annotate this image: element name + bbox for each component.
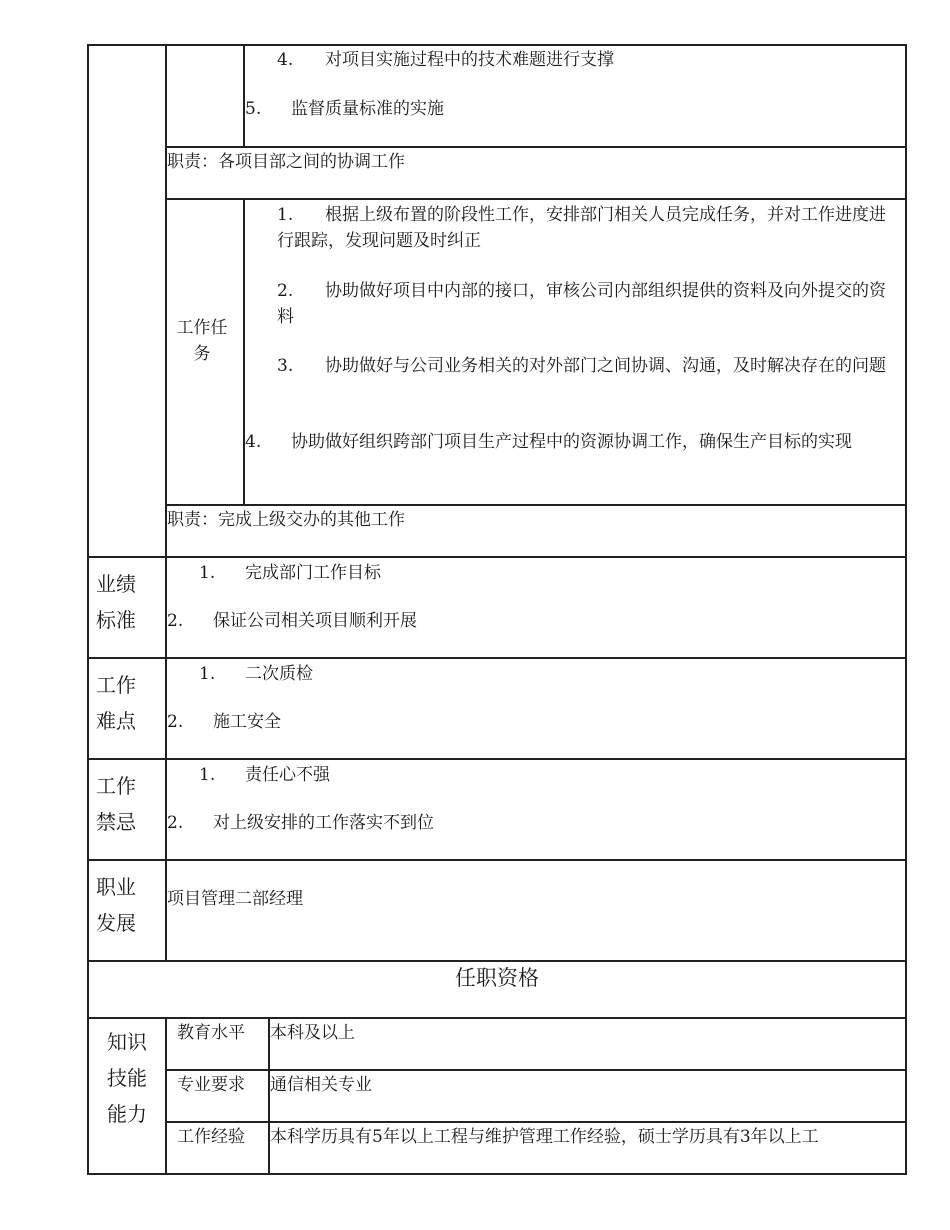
career-value: 项目管理二部经理 bbox=[167, 889, 303, 909]
task-item: 1. 根据上级布置的阶段性工作，安排部门相关人员完成任务，并对工作进度进行跟踪，发现问题及时纠正 bbox=[277, 205, 886, 251]
table-border bbox=[87, 556, 907, 558]
list-item: 5. 监督质量标准的实施 bbox=[245, 99, 444, 119]
list-item: 1. 责任心不强 bbox=[199, 765, 330, 785]
list-item: 4. 对项目实施过程中的技术难题进行支撑 bbox=[277, 50, 614, 70]
taboo-label: 工作禁忌 bbox=[96, 774, 136, 834]
table-border bbox=[905, 44, 907, 1175]
table-border bbox=[87, 960, 907, 962]
table-border bbox=[165, 1121, 907, 1123]
performance-label: 业绩标准 bbox=[96, 572, 136, 632]
task-item: 2. 协助做好项目中内部的接口，审核公司内部组织提供的资料及向外提交的资料 bbox=[277, 281, 886, 327]
qualification-group-label: 知识技能能力 bbox=[107, 1030, 147, 1126]
list-item: 2. 施工安全 bbox=[167, 712, 281, 732]
task-label: 工作任务 bbox=[176, 318, 228, 364]
task-item: 4. 协助做好组织跨部门项目生产过程中的资源协调工作，确保生产目标的实现 bbox=[245, 432, 852, 452]
qualification-row-value: 本科及以上 bbox=[270, 1023, 355, 1043]
table-border bbox=[87, 859, 907, 861]
table-border bbox=[165, 1069, 907, 1071]
table-border bbox=[87, 1017, 907, 1019]
qualification-row-label: 教育水平 bbox=[177, 1023, 245, 1043]
table-border bbox=[87, 44, 907, 46]
table-border bbox=[243, 44, 245, 146]
table-border bbox=[165, 504, 907, 506]
table-border bbox=[165, 146, 907, 148]
table-border bbox=[87, 758, 907, 760]
qualification-row-label: 专业要求 bbox=[177, 1075, 245, 1095]
table-border bbox=[243, 198, 245, 504]
career-label: 职业发展 bbox=[96, 875, 136, 935]
list-item: 2. 保证公司相关项目顺利开展 bbox=[167, 611, 417, 631]
duty-other: 职责：完成上级交办的其他工作 bbox=[167, 510, 405, 530]
task-item: 3. 协助做好与公司业务相关的对外部门之间协调、沟通，及时解决存在的问题 bbox=[277, 356, 886, 376]
table-border bbox=[87, 657, 907, 659]
list-item: 1. 完成部门工作目标 bbox=[199, 563, 381, 583]
duty-coordination: 职责：各项目部之间的协调工作 bbox=[167, 152, 405, 172]
table-border bbox=[165, 1017, 167, 1175]
table-border bbox=[87, 44, 89, 1175]
difficulty-label: 工作难点 bbox=[96, 673, 136, 733]
table-border bbox=[165, 198, 907, 200]
list-item: 1. 二次质检 bbox=[199, 664, 313, 684]
table-border bbox=[87, 1173, 907, 1175]
list-item: 2. 对上级安排的工作落实不到位 bbox=[167, 813, 434, 833]
qualification-row-value: 本科学历具有5年以上工程与维护管理工作经验，硕士学历具有3年以上工 bbox=[270, 1127, 819, 1147]
section-title: 任职资格 bbox=[455, 966, 539, 990]
qualification-row-value: 通信相关专业 bbox=[270, 1075, 372, 1095]
qualification-row-label: 工作经验 bbox=[177, 1127, 245, 1147]
